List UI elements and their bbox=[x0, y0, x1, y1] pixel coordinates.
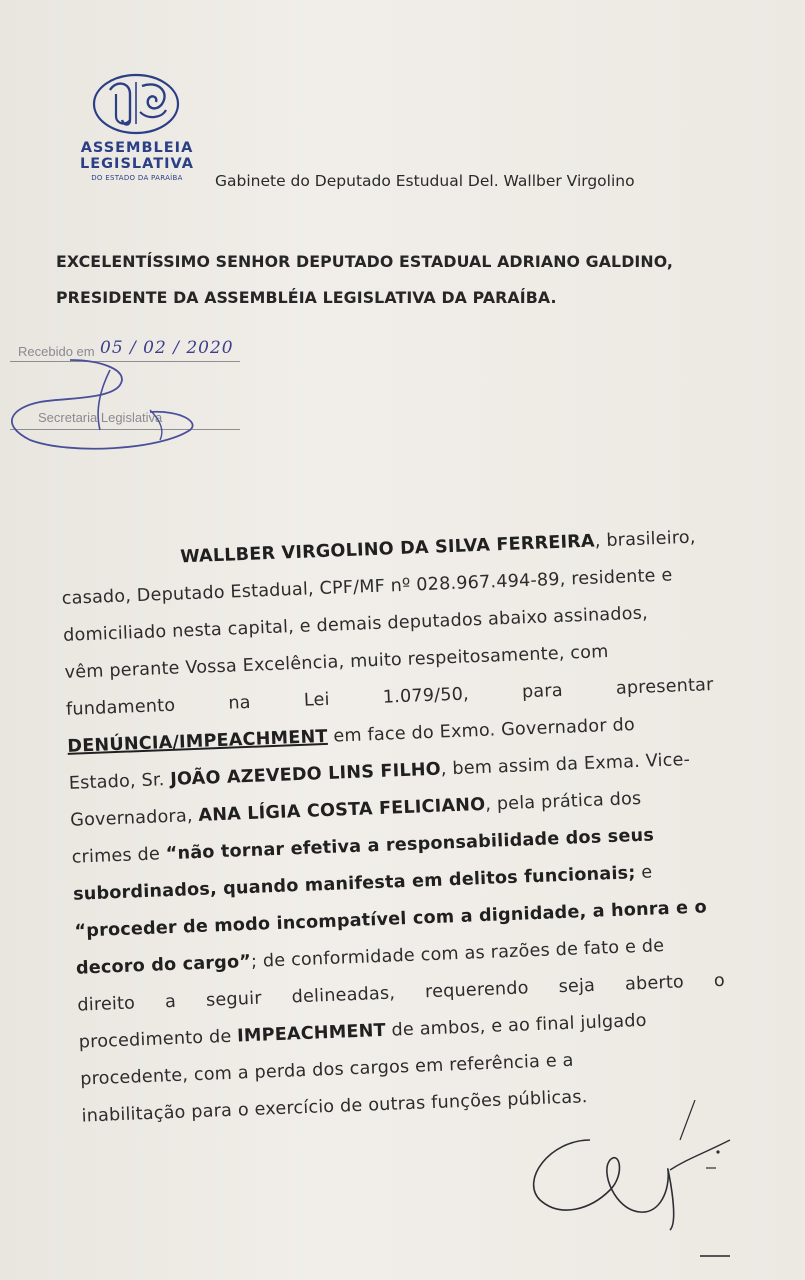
stamp-handwritten-date: 05 / 02 / 2020 bbox=[100, 338, 234, 358]
body-text-span: Governadora, bbox=[69, 805, 199, 831]
body-text-span: ; de conformidade com as razões de fato e de bbox=[250, 936, 665, 972]
addressee-line-1: EXCELENTÍSSIMO SENHOR DEPUTADO ESTADUAL ADRIANO GALDINO, bbox=[56, 252, 674, 271]
body-text-span: crimes de bbox=[71, 844, 167, 868]
logo-title-line1: ASSEMBLEIA bbox=[80, 140, 194, 156]
receipt-stamp bbox=[0, 330, 260, 460]
vice-governor-name: ANA LÍGIA COSTA FELICIANO bbox=[198, 794, 486, 826]
petition-body bbox=[60, 525, 759, 1127]
crime-quote: decoro do cargo” bbox=[75, 951, 252, 979]
crime-quote: “não tornar efetiva a responsabilidade dos seus bbox=[165, 825, 655, 865]
stamp-received-label: Recebido em bbox=[18, 344, 95, 359]
logo-title-line2: LEGISLATIVA bbox=[80, 156, 194, 172]
body-word: na bbox=[227, 692, 252, 714]
impeachment-keyword: IMPEACHMENT bbox=[236, 1020, 387, 1047]
body-word: direito bbox=[77, 993, 136, 1016]
body-word: Lei bbox=[303, 689, 331, 711]
body-word: requerendo bbox=[424, 978, 529, 1003]
addressee-line-2: PRESIDENTE DA ASSEMBLÉIA LEGISLATIVA DA PARAÍBA. bbox=[56, 288, 557, 307]
body-word: seja bbox=[558, 975, 596, 998]
denuncia-heading: DENÚNCIA/IMPEACHMENT bbox=[67, 726, 329, 757]
body-word: seguir bbox=[205, 988, 263, 1011]
body-text-span: , brasileiro, bbox=[594, 527, 696, 552]
body-word: a bbox=[164, 991, 177, 1013]
body-text-span: de ambos, e ao final julgado bbox=[385, 1010, 648, 1041]
crime-quote: subordinados, quando manifesta em delitos funcionais; bbox=[72, 863, 636, 905]
body-word: 1.079/50, bbox=[382, 684, 470, 708]
body-text-span: Estado, Sr. bbox=[68, 769, 171, 794]
body-line: inabilitação para o exercício de outras funções públicas. bbox=[81, 1087, 588, 1127]
body-text-span: procedimento de bbox=[78, 1026, 238, 1053]
page-mark bbox=[700, 1255, 730, 1257]
body-word: apresentar bbox=[615, 675, 714, 699]
body-word: para bbox=[521, 680, 564, 703]
assembly-emblem-icon bbox=[86, 72, 186, 138]
body-word: fundamento bbox=[65, 695, 176, 720]
stamp-secretaria-label: Secretaria Legislativa bbox=[38, 410, 163, 425]
body-text-span: , bem assim da Exma. Vice- bbox=[440, 749, 691, 780]
body-line: domiciliado nesta capital, e demais deputados abaixo assinados, bbox=[62, 603, 649, 646]
body-line: procedente, com a perda dos cargos em referência e a bbox=[79, 1050, 574, 1090]
body-line: vêm perante Vossa Excelência, muito respeitosamente, com bbox=[64, 642, 609, 683]
governor-name: JOÃO AZEVEDO LINS FILHO bbox=[169, 759, 442, 790]
petitioner-name: WALLBER VIRGOLINO DA SILVA FERREIRA bbox=[179, 531, 596, 568]
handwritten-signature bbox=[520, 1100, 760, 1240]
body-text-span: em face do Exmo. Governador do bbox=[327, 715, 636, 747]
body-text-span: e bbox=[635, 862, 653, 884]
body-line: casado, Deputado Estadual, CPF/MF nº 028.967.494-89, residente e bbox=[61, 565, 673, 609]
body-word: o bbox=[713, 970, 726, 992]
body-word: aberto bbox=[624, 972, 685, 995]
logo-subtitle: DO ESTADO DA PARAÍBA bbox=[91, 174, 183, 182]
cabinet-heading: Gabinete do Deputado Estudual Del. Wallber Virgolino bbox=[215, 172, 635, 190]
body-text-span: , pela prática dos bbox=[484, 788, 642, 815]
body-word: delineadas, bbox=[291, 983, 396, 1008]
crime-quote: “proceder de modo incompatível com a dignidade, a honra e o bbox=[74, 897, 708, 942]
stamp-initials-signature bbox=[0, 330, 260, 460]
